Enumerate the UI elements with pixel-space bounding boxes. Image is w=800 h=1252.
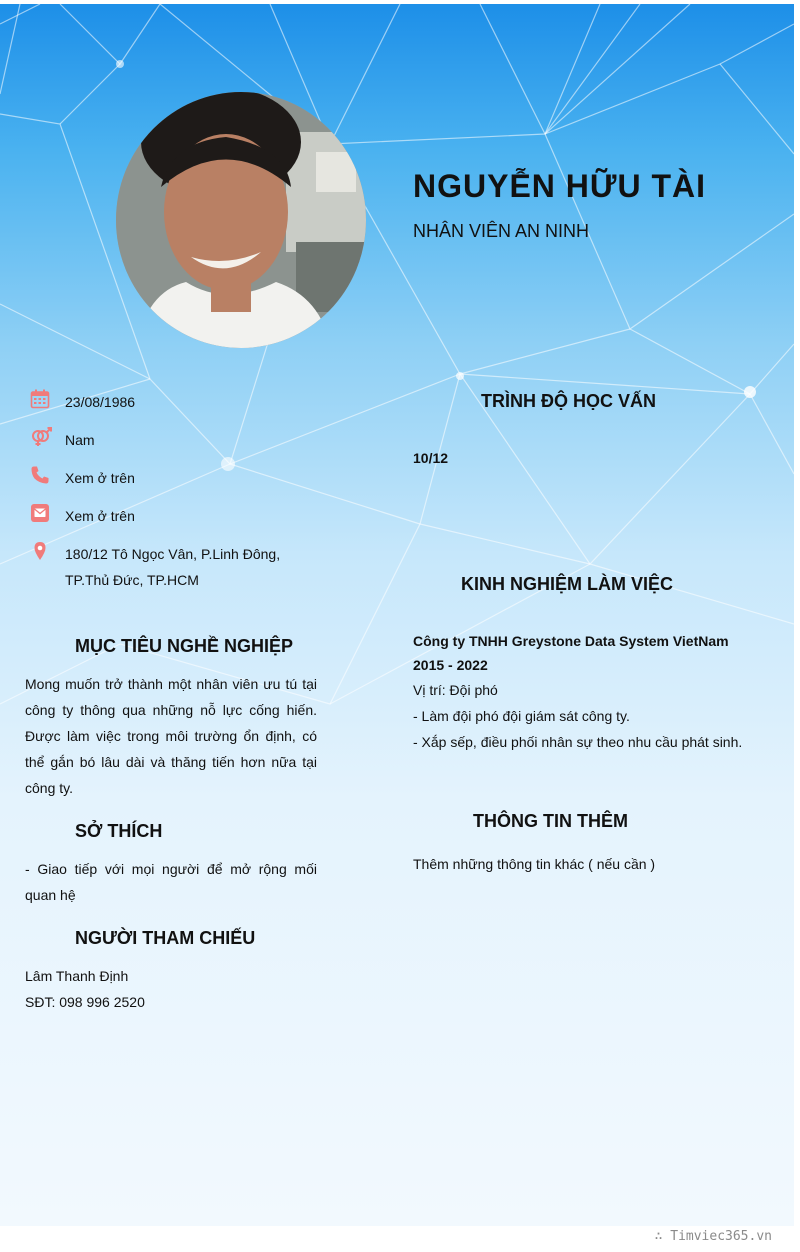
gender-text: Nam	[65, 432, 95, 448]
education-level: 10/12	[413, 450, 449, 466]
experience-position: Vị trí: Đội phó	[413, 682, 498, 698]
calendar-icon	[30, 389, 50, 409]
profile-photo	[116, 92, 366, 348]
experience-duty: - Xắp sếp, điều phối nhân sự theo nhu cầu phát sinh.	[413, 734, 743, 750]
objective-title: MỤC TIÊU NGHỀ NGHIỆP	[75, 636, 294, 656]
job-title: NHÂN VIÊN AN NINH	[413, 221, 590, 241]
email-text: Xem ở trên	[65, 508, 135, 524]
reference-phone: SĐT: 098 996 2520	[25, 994, 145, 1010]
experience-period: 2015 - 2022	[413, 657, 488, 673]
reference-name: Lâm Thanh Định	[25, 968, 129, 984]
address-line-1: 180/12 Tô Ngọc Vân, P.Linh Đông,	[65, 546, 281, 562]
extra-info-text: Thêm những thông tin khác ( nếu cần )	[413, 856, 656, 872]
cv-page	[0, 4, 794, 1226]
hobbies-title: SỞ THÍCH	[75, 821, 163, 841]
phone-icon	[30, 465, 50, 485]
extra-info-title: THÔNG TIN THÊM	[473, 811, 628, 831]
experience-company: Công ty TNHH Greystone Data System VietNam	[413, 633, 729, 649]
education-title: TRÌNH ĐỘ HỌC VẤN	[481, 391, 656, 411]
objective-text: Mong muốn trở thành một nhân viên ưu tú tại công ty thông qua những nỗ lực cống hiến. Được làm việc trong môi trường ổn định, có thể gắn bó lâu dài và thăng tiến hơn nữa tại công ty.	[25, 676, 317, 796]
references-title: NGƯỜI THAM CHIẾU	[75, 928, 256, 948]
location-icon	[30, 541, 50, 561]
gender-icon	[30, 427, 54, 447]
hobbies-text: - Giao tiếp với mọi người để mở rộng mối quan hệ	[25, 861, 317, 903]
email-icon	[30, 503, 50, 523]
address-line-2: TP.Thủ Đức, TP.HCM	[65, 572, 199, 588]
experience-duty: - Làm đội phó đội giám sát công ty.	[413, 708, 630, 724]
experience-title: KINH NGHIỆM LÀM VIỆC	[461, 574, 674, 594]
phone-text: Xem ở trên	[65, 470, 135, 486]
birthdate-text: 23/08/1986	[65, 394, 136, 410]
candidate-name: NGUYỄN HỮU TÀI	[413, 168, 706, 204]
site-watermark: ∴ Timviec365.vn	[654, 1229, 772, 1244]
